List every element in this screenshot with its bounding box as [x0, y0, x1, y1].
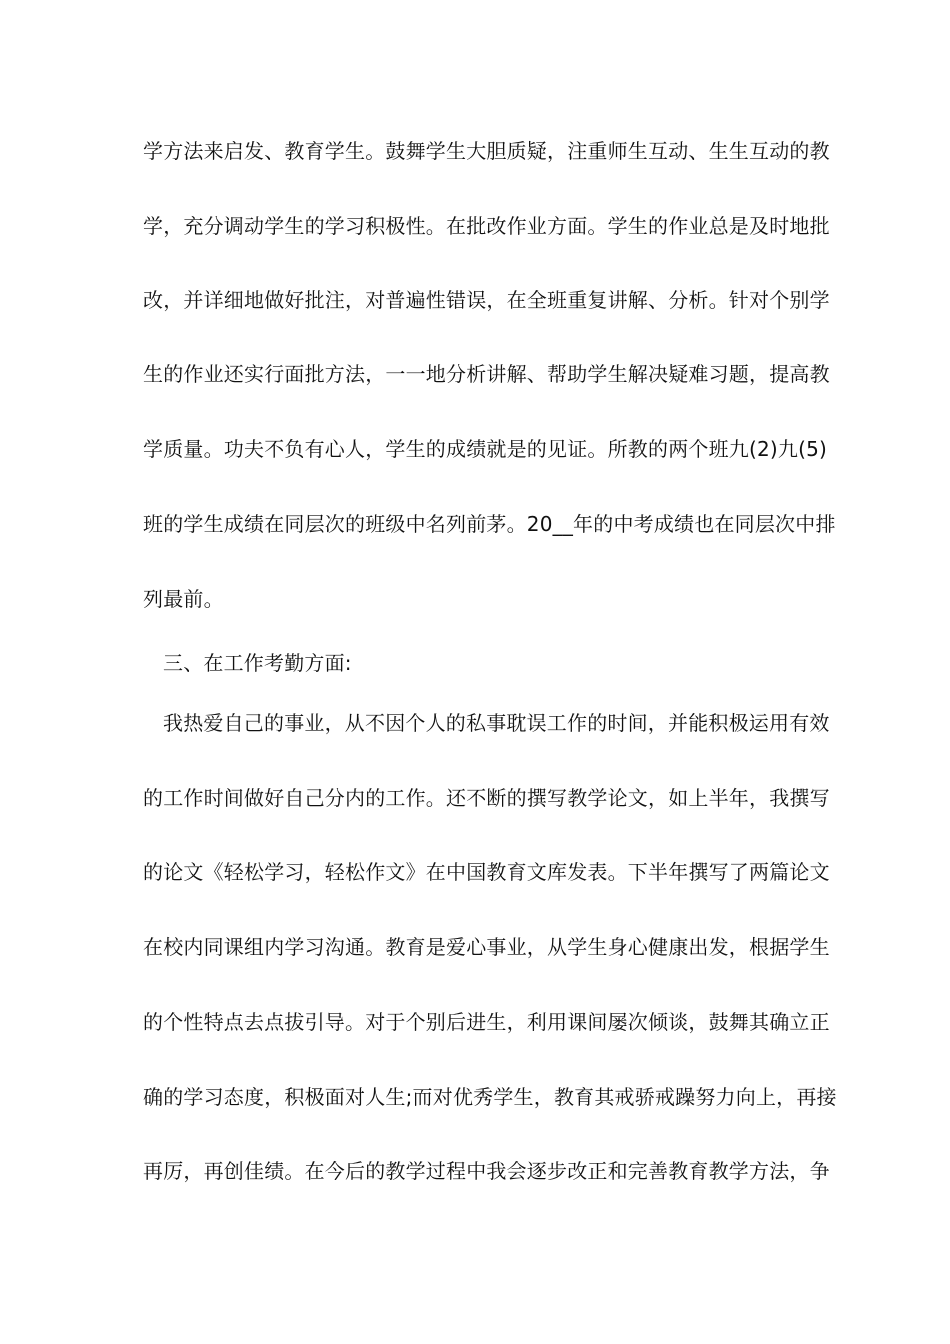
section-heading: 三、在工作考勤方面:	[163, 651, 352, 675]
paragraph-line: 的工作时间做好自己分内的工作。还不断的撰写教学论文，如上半年，我撰写	[143, 786, 830, 810]
paragraph-line: 生的作业还实行面批方法，一一地分析讲解、帮助学生解决疑难习题，提高教	[143, 362, 830, 386]
paragraph-line: 学，充分调动学生的学习积极性。在批改作业方面。学生的作业总是及时地批	[143, 214, 830, 238]
paragraph-line: 学方法来启发、教育学生。鼓舞学生大胆质疑，注重师生互动、生生互动的教	[143, 139, 830, 163]
paragraph-line: 的论文《轻松学习，轻松作文》在中国教育文库发表。下半年撰写了两篇论文	[143, 860, 830, 884]
paragraph-line: 班的学生成绩在同层次的班级中名列前茅。20__年的中考成绩也在同层次中排	[143, 512, 836, 536]
paragraph-line: 确的学习态度，积极面对人生;而对优秀学生，教育其戒骄戒躁努力向上，再接	[143, 1085, 837, 1109]
paragraph-line: 列最前。	[143, 587, 224, 611]
paragraph-line: 的个性特点去点拔引导。对于个别后进生，利用课间屡次倾谈，鼓舞其确立正	[143, 1010, 830, 1034]
paragraph-line: 学质量。功夫不负有心人，学生的成绩就是的见证。所教的两个班九(2)九(5)	[143, 437, 828, 461]
paragraph-line: 我热爱自己的事业，从不因个人的私事耽误工作的时间，并能积极运用有效	[163, 711, 830, 735]
paragraph-line: 在校内同课组内学习沟通。教育是爱心事业，从学生身心健康出发，根据学生	[143, 935, 830, 959]
paragraph-line: 改，并详细地做好批注，对普遍性错误，在全班重复讲解、分析。针对个别学	[143, 288, 830, 312]
paragraph-line: 再厉，再创佳绩。在今后的教学过程中我会逐步改正和完善教育教学方法，争	[143, 1159, 830, 1183]
